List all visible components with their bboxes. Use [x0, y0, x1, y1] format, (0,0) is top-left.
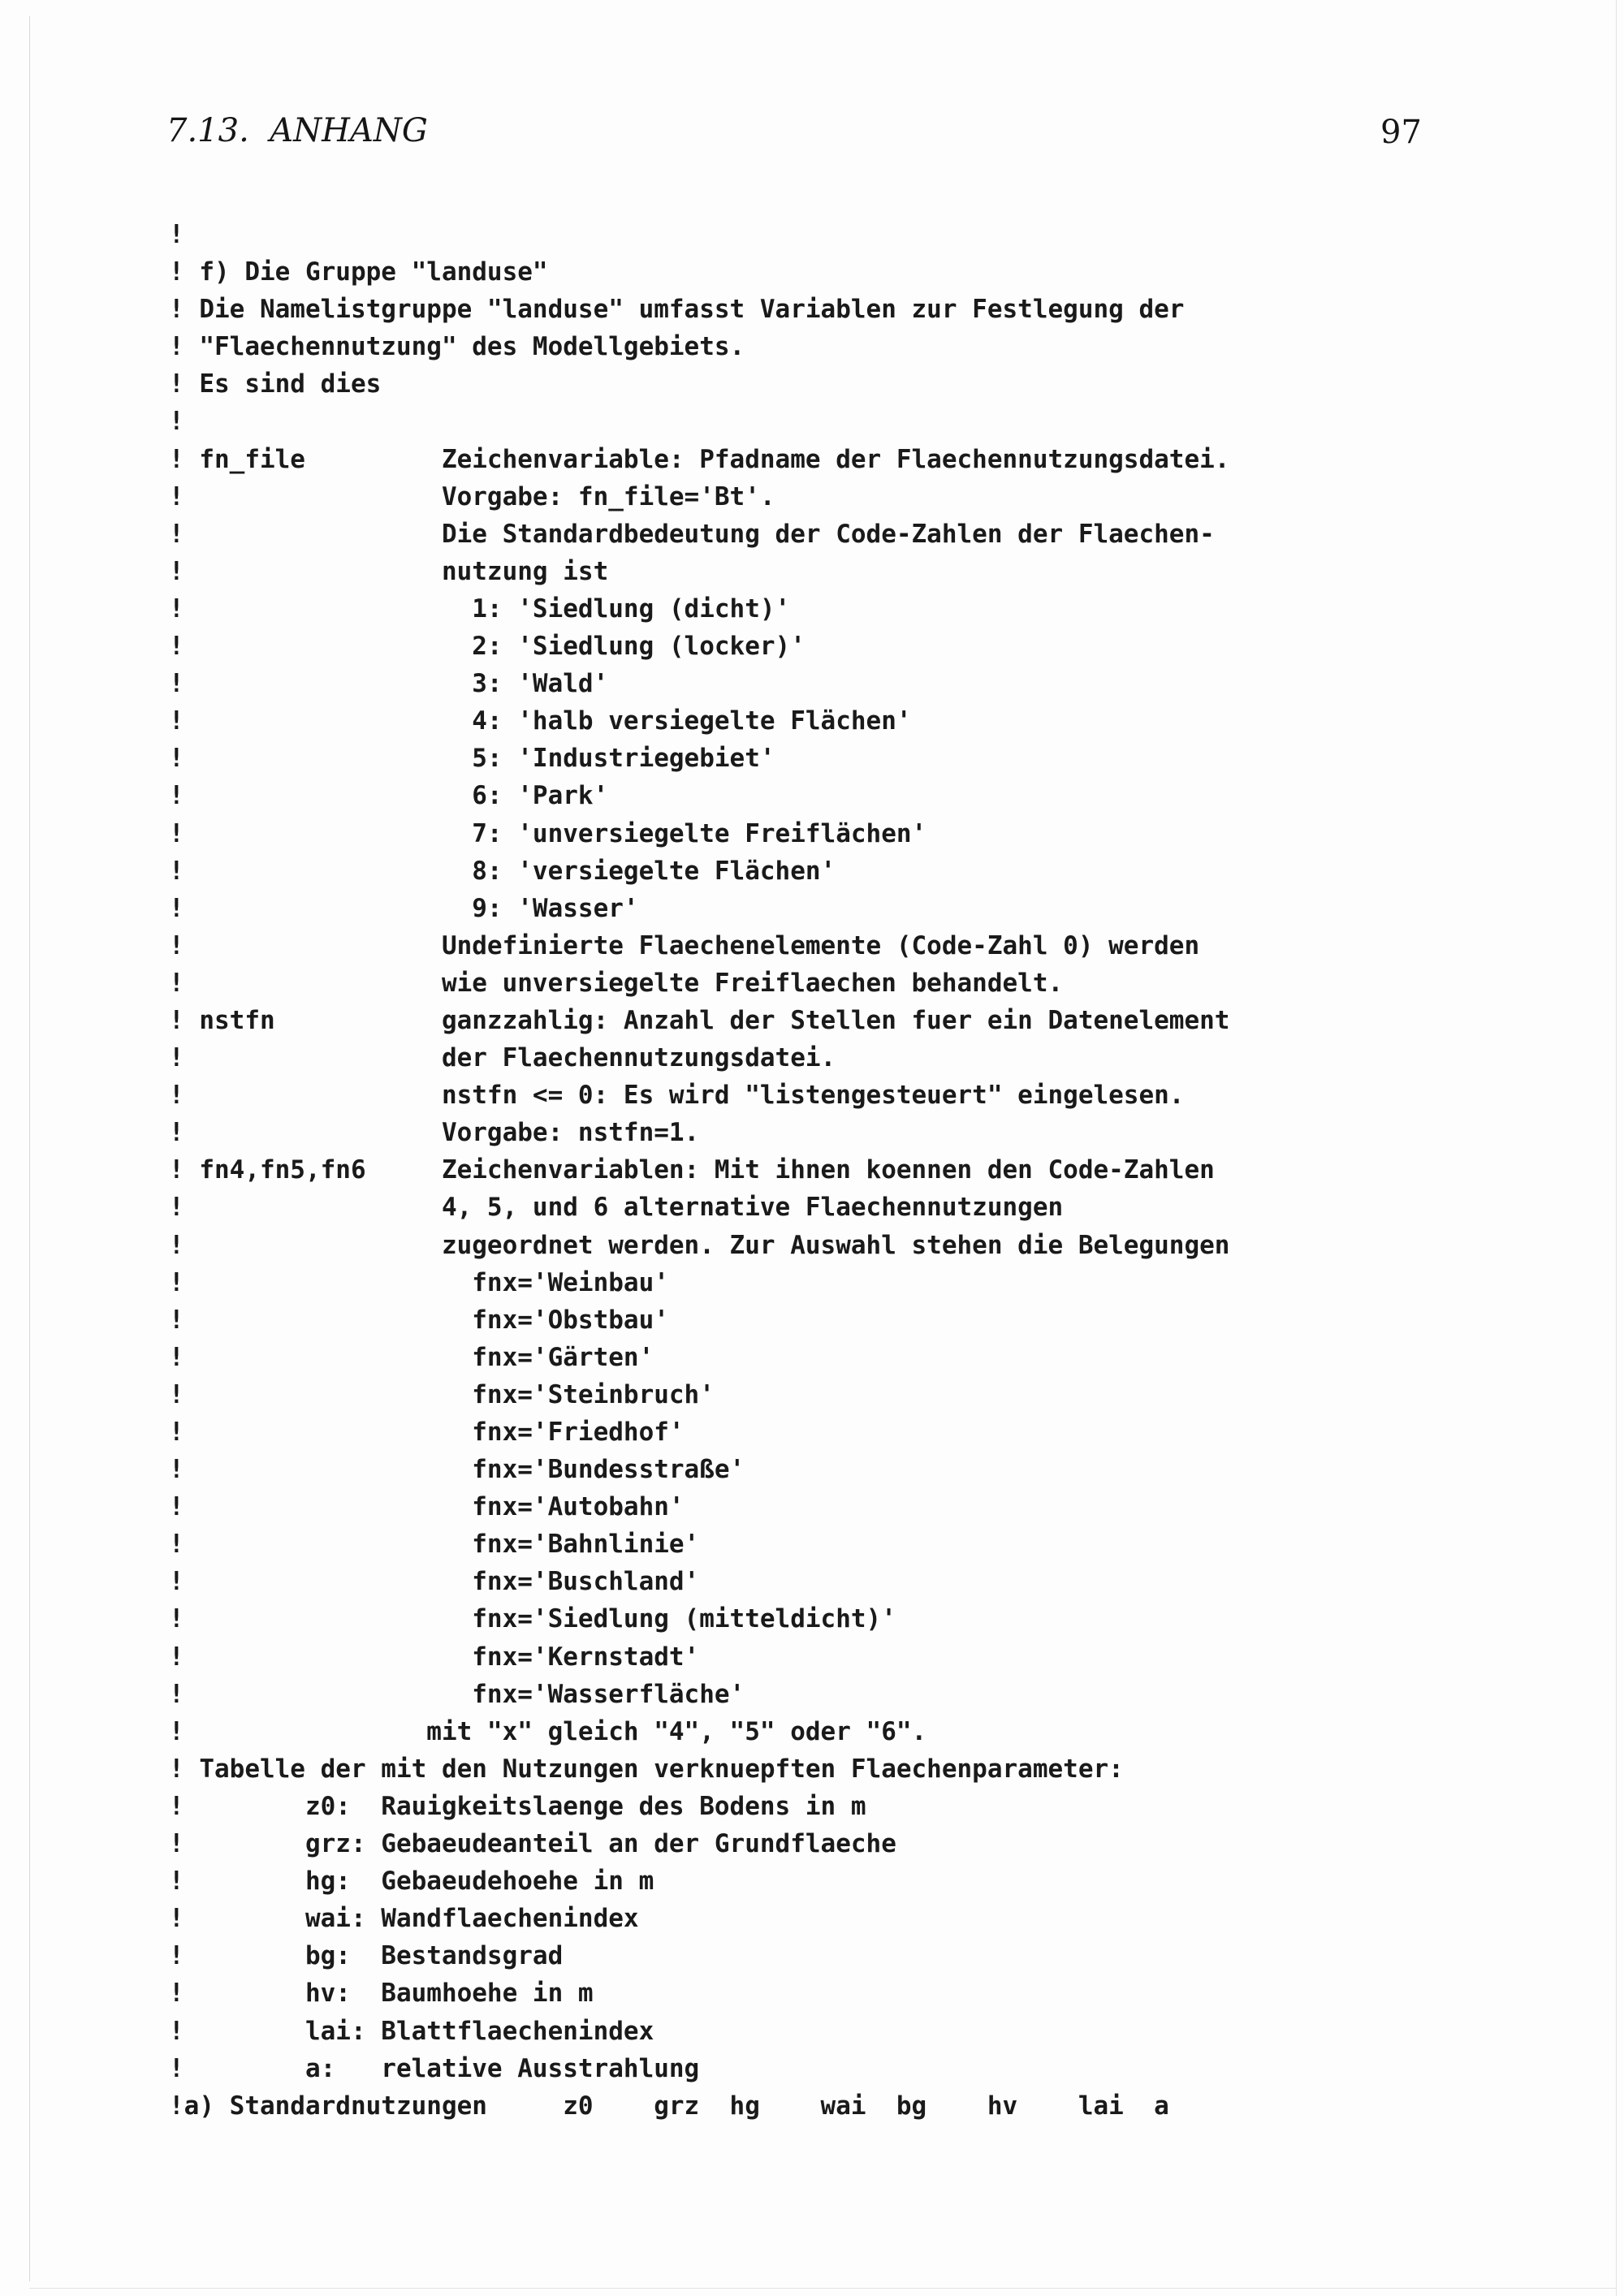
code-line: ! zugeordnet werden. Zur Auswahl stehen die Belegungen	[169, 1230, 1230, 1260]
code-line: ! 9: 'Wasser'	[169, 893, 639, 923]
code-line: ! bg: Bestandsgrad	[169, 1941, 564, 1971]
code-line: ! fnx='Steinbruch'	[169, 1379, 715, 1409]
code-line: ! 8: 'versiegelte Flächen'	[169, 856, 836, 886]
scan-edge-right	[1616, 0, 1617, 2296]
code-line: ! fnx='Autobahn'	[169, 1492, 685, 1522]
code-line: ! fnx='Obstbau'	[169, 1305, 669, 1335]
code-line: ! "Flaechennutzung" des Modellgebiets.	[169, 332, 745, 362]
code-line: ! lai: Blattflaechenindex	[169, 2016, 654, 2046]
code-line: ! 1: 'Siedlung (dicht)'	[169, 593, 791, 624]
running-head: 7.13. ANHANG	[166, 112, 428, 149]
code-line: ! Die Namelistgruppe "landuse" umfasst Variablen zur Festlegung der	[169, 295, 1185, 325]
code-line: ! fnx='Bundesstraße'	[169, 1455, 745, 1485]
code-line: ! wie unversiegelte Freiflaechen behandelt.	[169, 968, 1064, 998]
code-line: ! fnx='Siedlung (mitteldicht)'	[169, 1604, 896, 1634]
code-line: ! 6: 'Park'	[169, 781, 609, 811]
code-line: ! hg: Gebaeudehoehe in m	[169, 1867, 654, 1897]
code-listing	[169, 216, 1229, 2125]
code-line: ! f) Die Gruppe "landuse"	[169, 257, 548, 287]
code-line: !	[169, 220, 184, 249]
code-line: ! fnx='Kernstadt'	[169, 1642, 700, 1672]
code-line: ! 5: 'Industriegebiet'	[169, 744, 775, 774]
scan-edge-bottom	[29, 2288, 1616, 2289]
code-line: ! Tabelle der mit den Nutzungen verknuepften Flaechenparameter:	[169, 1754, 1124, 1784]
code-line: ! 2: 'Siedlung (locker)'	[169, 632, 806, 662]
code-line: ! fnx='Gärten'	[169, 1342, 654, 1372]
code-line: ! Die Standardbedeutung der Code-Zahlen der Flaechen-	[169, 519, 1215, 549]
code-line: ! Es sind dies	[169, 369, 382, 399]
code-line: ! z0: Rauigkeitslaenge des Bodens in m	[169, 1791, 866, 1821]
code-line: ! fnx='Buschland'	[169, 1567, 700, 1597]
code-line: ! a: relative Ausstrahlung	[169, 2053, 700, 2083]
code-line: ! Undefinierte Flaechenelemente (Code-Zahl 0) werden	[169, 930, 1200, 960]
code-line: ! mit "x" gleich "4", "5" oder "6".	[169, 1716, 927, 1746]
code-line: ! fnx='Weinbau'	[169, 1267, 669, 1297]
scan-edge-left	[29, 16, 30, 2281]
code-line: ! 4, 5, und 6 alternative Flaechennutzungen	[169, 1193, 1064, 1223]
code-line: ! 7: 'unversiegelte Freiflächen'	[169, 818, 927, 848]
code-line: ! Vorgabe: fn_file='Bt'.	[169, 481, 775, 511]
code-line: ! fnx='Wasserfläche'	[169, 1679, 745, 1709]
code-line: ! 3: 'Wald'	[169, 669, 609, 699]
code-line: ! fnx='Friedhof'	[169, 1418, 685, 1447]
code-line: ! fnx='Bahnlinie'	[169, 1530, 700, 1560]
code-line: ! fn_file Zeichenvariable: Pfadname der Flaechennutzungsdatei.	[169, 444, 1230, 474]
page-number: 97	[1380, 114, 1422, 151]
code-line: ! fn4,fn5,fn6 Zeichenvariablen: Mit ihnen koennen den Code-Zahlen	[169, 1155, 1215, 1185]
code-line: ! nstfn <= 0: Es wird "listengesteuert" eingelesen.	[169, 1081, 1185, 1111]
code-line: ! Vorgabe: nstfn=1.	[169, 1118, 700, 1148]
code-line: ! der Flaechennutzungsdatei.	[169, 1043, 836, 1073]
code-line: ! hv: Baumhoehe in m	[169, 1979, 594, 2009]
code-line: ! nstfn ganzzahlig: Anzahl der Stellen fuer ein Datenelement	[169, 1005, 1230, 1035]
code-line: ! wai: Wandflaechenindex	[169, 1904, 639, 1934]
code-line: !	[169, 407, 184, 437]
code-line: ! nutzung ist	[169, 556, 609, 586]
code-line: !a) Standardnutzungen z0 grz hg wai bg hv lai a	[169, 2091, 1169, 2121]
code-line: ! grz: Gebaeudeanteil an der Grundflaeche	[169, 1829, 896, 1859]
code-line: ! 4: 'halb versiegelte Flächen'	[169, 706, 912, 736]
